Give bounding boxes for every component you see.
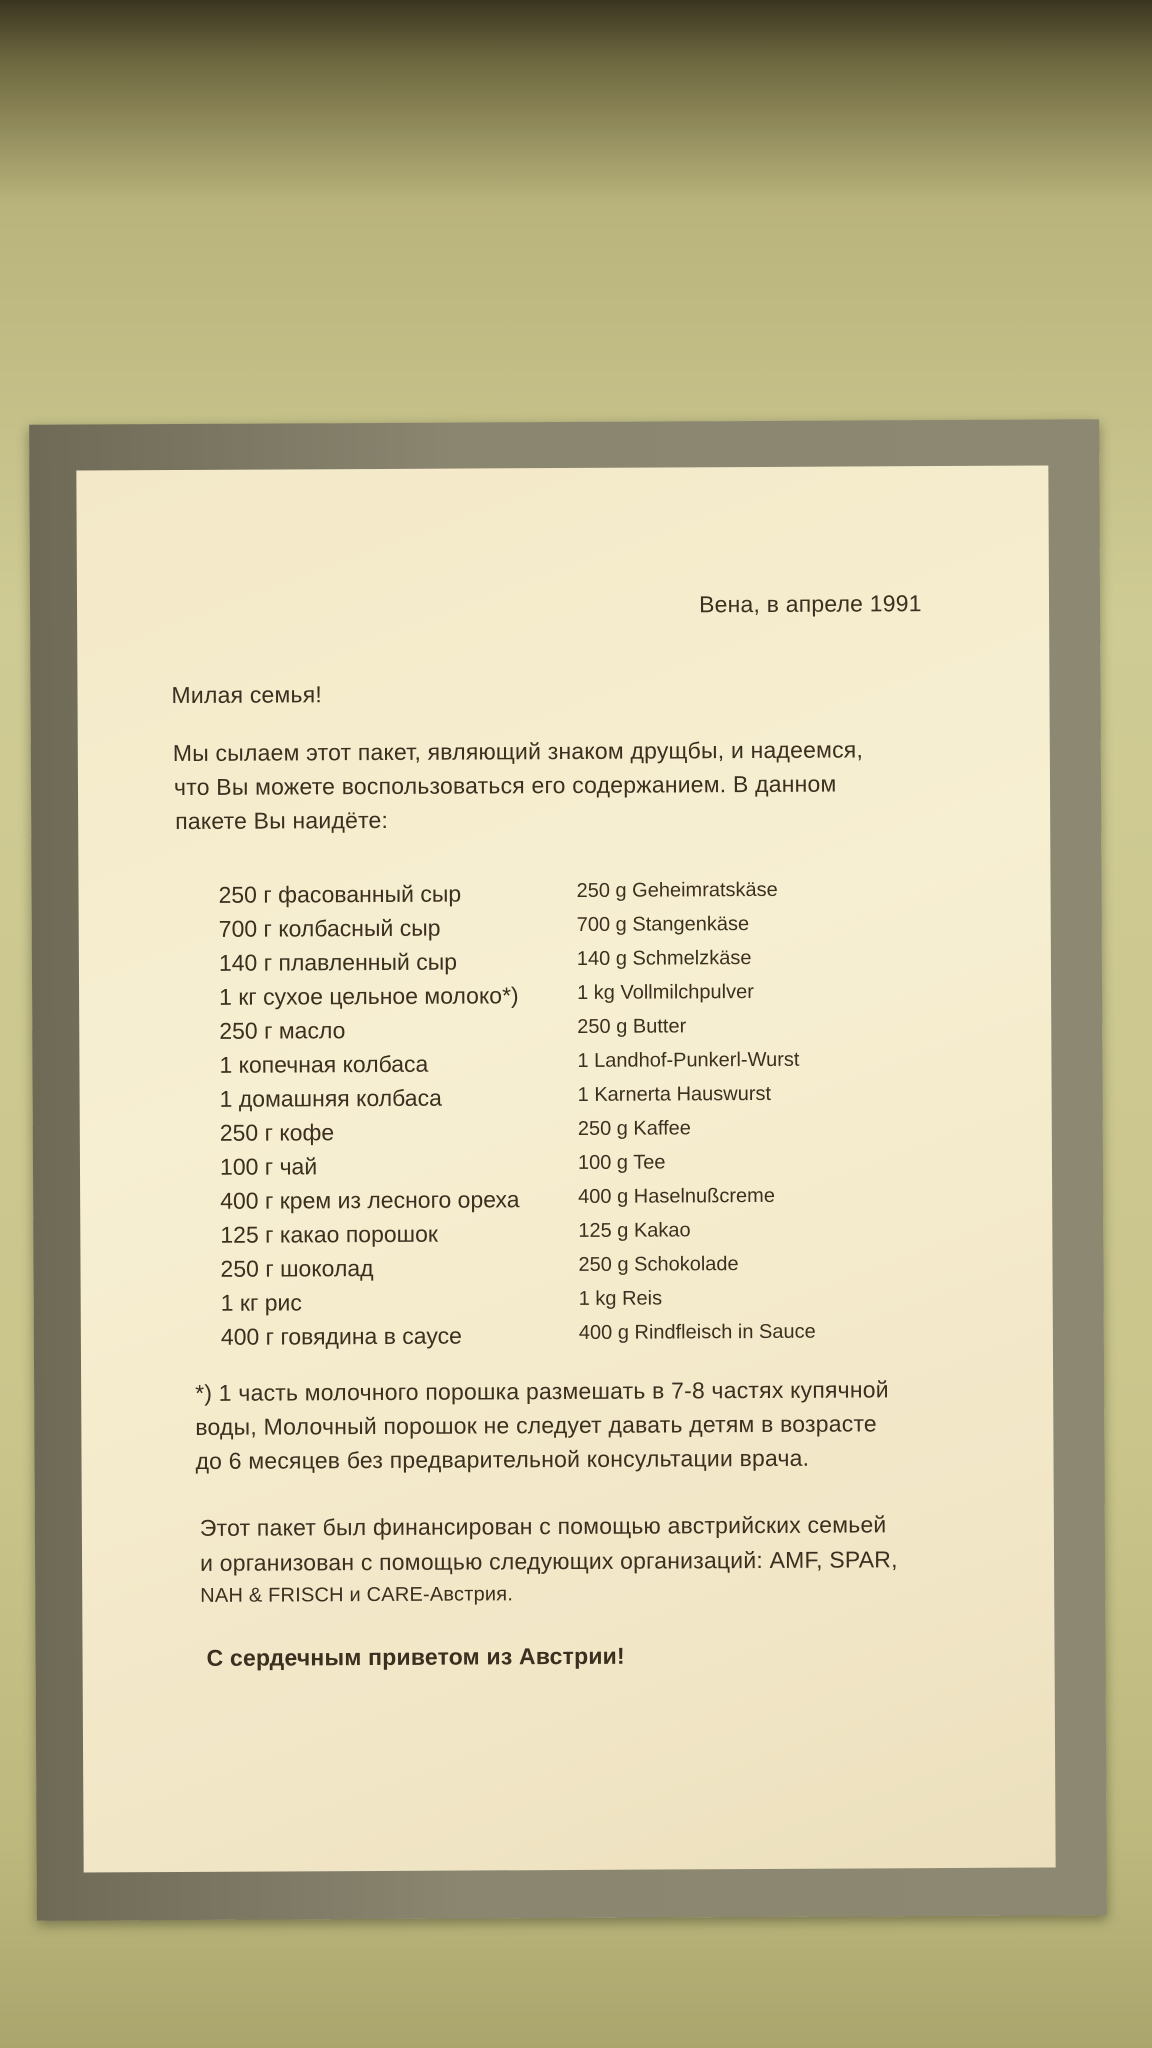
- item-de: 400 g Haselnußcreme: [578, 1184, 775, 1208]
- greeting: Милая семья!: [171, 681, 322, 709]
- item-ru: 250 г кофе: [219, 1119, 335, 1146]
- item-ru: 125 г какао порошок: [220, 1220, 438, 1248]
- item-ru: 1 копечная колбаса: [219, 1050, 429, 1078]
- item-de: 125 g Kakao: [578, 1219, 691, 1242]
- item-ru: 100 г чай: [219, 1153, 318, 1180]
- footnote-line: до 6 месяцев без предварительной консультации врача.: [195, 1444, 810, 1474]
- item-de: 250 g Schokolade: [578, 1253, 739, 1276]
- list-item: [80, 1081, 1052, 1120]
- footnote-line: воды, Молочный порошок не следует давать детям в возрасте: [195, 1410, 877, 1440]
- closing: С сердечным приветом из Австрии!: [206, 1642, 625, 1671]
- item-de: 1 kg Vollmilchpulver: [577, 981, 754, 1004]
- item-ru: 1 кг сухое цельное молоко*): [219, 982, 519, 1010]
- list-item: [79, 979, 1051, 1018]
- intro-line: Мы сылаем этот пакет, являющий знаком друщбы, и надеемся,: [172, 736, 864, 767]
- item-ru: 250 г шоколад: [220, 1255, 374, 1282]
- item-ru: 140 г плавленный сыр: [218, 948, 458, 976]
- item-de: 100 g Tee: [577, 1151, 666, 1174]
- list-item: [80, 1149, 1052, 1188]
- letter-paper: [76, 465, 1055, 1872]
- list-item: [80, 1217, 1052, 1256]
- list-item: [79, 911, 1051, 950]
- list-item: [79, 945, 1051, 984]
- list-item: [80, 1183, 1052, 1222]
- list-item: [80, 1251, 1052, 1290]
- item-ru: 700 г колбасный сыр: [218, 914, 441, 942]
- contents-list: [78, 877, 1050, 1350]
- footnote-line: *) 1 часть молочного порошка размешать в 7-8 частях купячной: [195, 1376, 889, 1406]
- intro-line: пакете Вы наидёте:: [175, 806, 389, 835]
- list-item: [79, 1013, 1051, 1052]
- item-ru: 250 г фасованный сыр: [218, 880, 462, 908]
- item-de: 700 g Stangenkäse: [576, 913, 750, 936]
- item-de: 400 g Rindfleisch in Sauce: [578, 1320, 816, 1344]
- funding-line: Этот пакет был финансирован с помощью австрийских семьей: [199, 1511, 887, 1541]
- item-de: 1 Landhof-Punkerl-Wurst: [577, 1048, 800, 1072]
- funding-line: и организован с помощью следующих организаций: AMF, SPAR,: [199, 1546, 898, 1576]
- list-item: [81, 1319, 1053, 1358]
- item-de: 250 g Geheimratskäse: [576, 878, 778, 902]
- item-de: 250 g Butter: [577, 1015, 687, 1038]
- date-line: Вена, в апреле 1991: [698, 590, 922, 618]
- item-de: 1 Karnerta Hauswurst: [577, 1082, 772, 1106]
- item-ru: 1 кг рис: [220, 1289, 302, 1316]
- funding-line: NAH & FRISCH и CARE-Австрия.: [200, 1583, 514, 1607]
- item-ru: 250 г масло: [219, 1017, 346, 1044]
- list-item: [79, 1047, 1051, 1086]
- intro-line: что Вы можете воспользоваться его содержанием. В данном: [173, 770, 837, 801]
- item-de: 250 g Kaffee: [577, 1117, 691, 1140]
- list-item: [78, 877, 1050, 916]
- item-de: 140 g Schmelzkäse: [576, 947, 752, 970]
- item-ru: 400 г крем из лесного ореха: [220, 1186, 520, 1214]
- list-item: [81, 1285, 1053, 1324]
- list-item: [80, 1115, 1052, 1154]
- item-ru: 400 г говядина в саусе: [220, 1322, 462, 1350]
- item-ru: 1 домашняя колбаса: [219, 1084, 442, 1112]
- item-de: 1 kg Reis: [578, 1287, 663, 1310]
